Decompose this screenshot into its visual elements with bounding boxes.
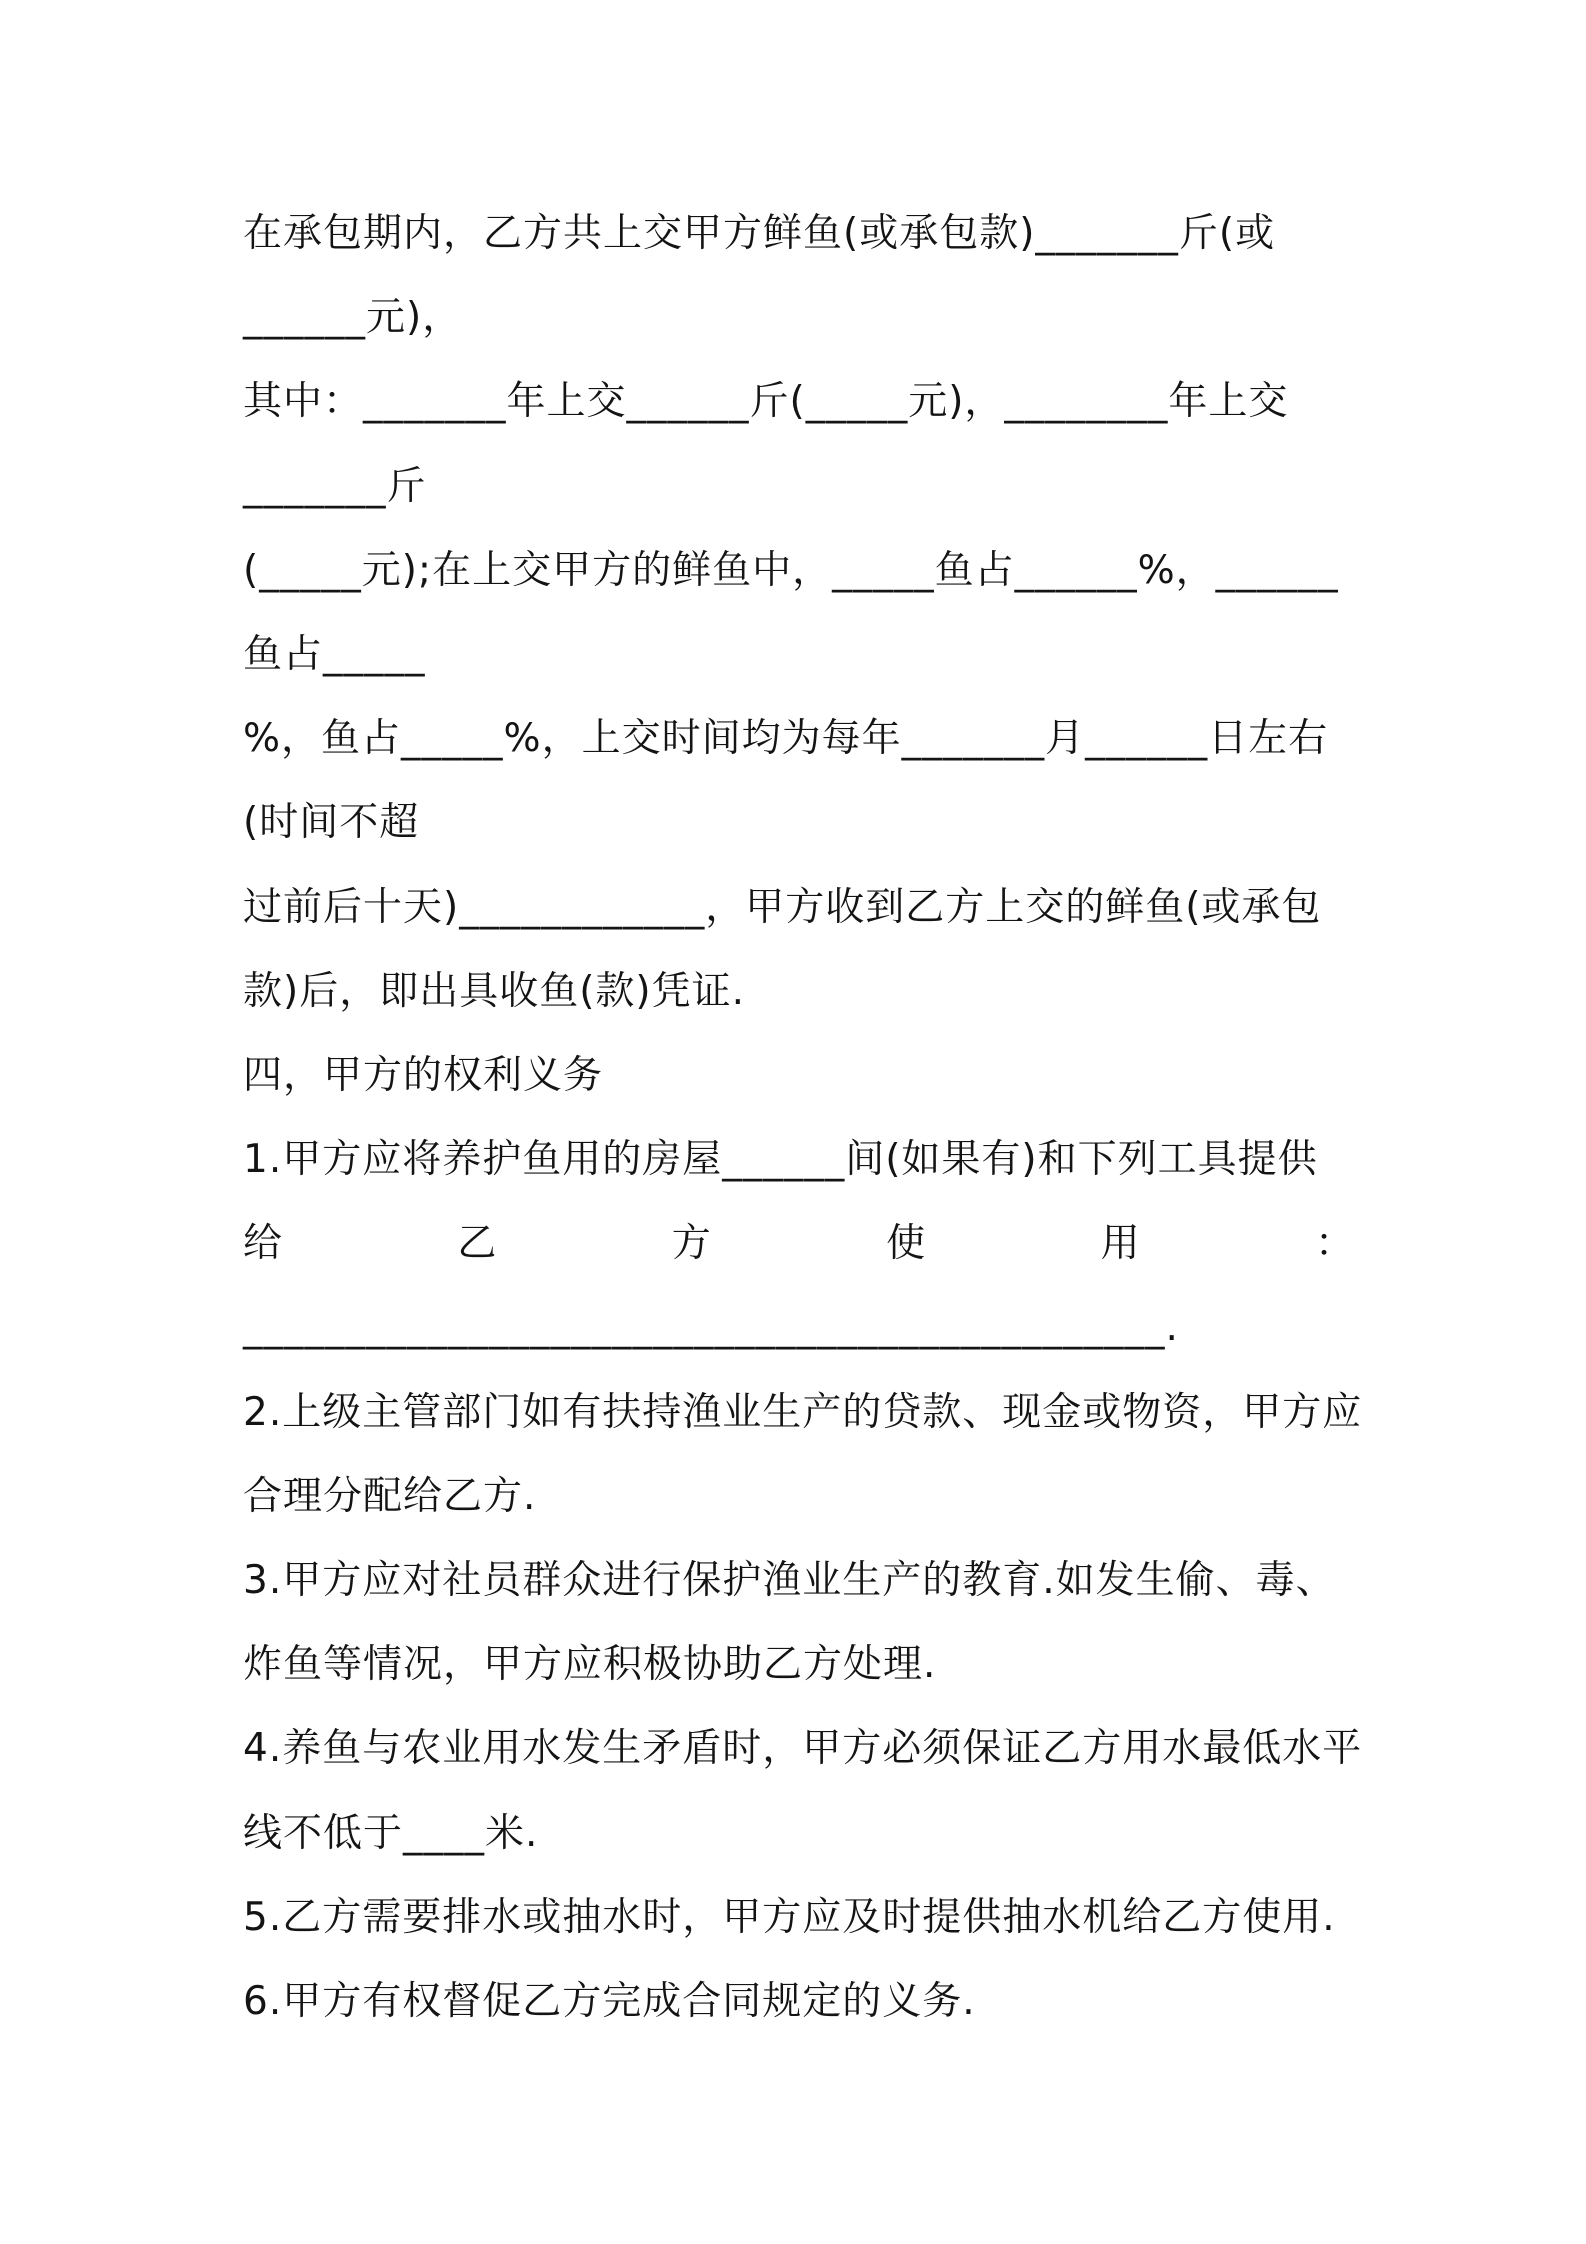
text-line: (_____元);在上交甲方的鲜鱼中，_____鱼占______%，______ bbox=[243, 547, 1339, 593]
justified-char: 方 bbox=[671, 1221, 712, 1267]
text-line: (时间不超 bbox=[243, 800, 420, 846]
text-line: 款)后，即出具收鱼(款)凭证. bbox=[243, 968, 746, 1014]
text-line: 4.养鱼与农业用水发生矛盾时，甲方必须保证乙方用水最低水平 bbox=[243, 1726, 1363, 1772]
text-line: 3.甲方应对社员群众进行保护渔业生产的教育.如发生偷、毒、 bbox=[243, 1558, 1336, 1603]
justified-line bbox=[243, 1202, 1355, 1286]
justified-char: 给 bbox=[243, 1221, 284, 1267]
justified-char: 乙 bbox=[457, 1221, 498, 1267]
text-line: 5.乙方需要排水或抽水时，甲方应及时提供抽水机给乙方使用. bbox=[243, 1894, 1336, 1940]
text-line: 在承包期内，乙方共上交甲方鲜鱼(或承包款)_______斤(或 bbox=[243, 211, 1276, 256]
text-line: 过前后十天)____________，甲方收到乙方上交的鲜鱼(或承包 bbox=[243, 884, 1322, 930]
text-line: 1.甲方应将养护鱼用的房屋______间(如果有)和下列工具提供 bbox=[243, 1137, 1318, 1183]
text-line: 鱼占_____ bbox=[243, 631, 426, 677]
text-line: 线不低于____米. bbox=[243, 1810, 539, 1856]
justified-char: 用 bbox=[1100, 1221, 1141, 1267]
text-line: 合理分配给乙方. bbox=[243, 1473, 537, 1519]
justified-char: ： bbox=[1314, 1221, 1355, 1267]
fill-in-blank-line: _____________________________________________. bbox=[243, 1305, 1179, 1351]
contract-text bbox=[243, 192, 1363, 2044]
text-line: ______元)， bbox=[243, 295, 463, 341]
section-heading: 四，甲方的权利义务 bbox=[243, 1052, 604, 1098]
text-line: _______斤 bbox=[243, 463, 427, 509]
text-line: 其中：_______年上交______斤(_____元)，________年上交 bbox=[243, 379, 1289, 425]
text-line: 2.上级主管部门如有扶持渔业生产的贷款、现金或物资，甲方应 bbox=[243, 1389, 1363, 1435]
text-line: 炸鱼等情况，甲方应积极协助乙方处理. bbox=[243, 1642, 937, 1688]
text-line: %，鱼占_____%，上交时间均为每年_______月______日左右 bbox=[243, 716, 1329, 762]
justified-char: 使 bbox=[886, 1221, 927, 1267]
text-line: 6.甲方有权督促乙方完成合同规定的义务. bbox=[243, 1978, 976, 2024]
